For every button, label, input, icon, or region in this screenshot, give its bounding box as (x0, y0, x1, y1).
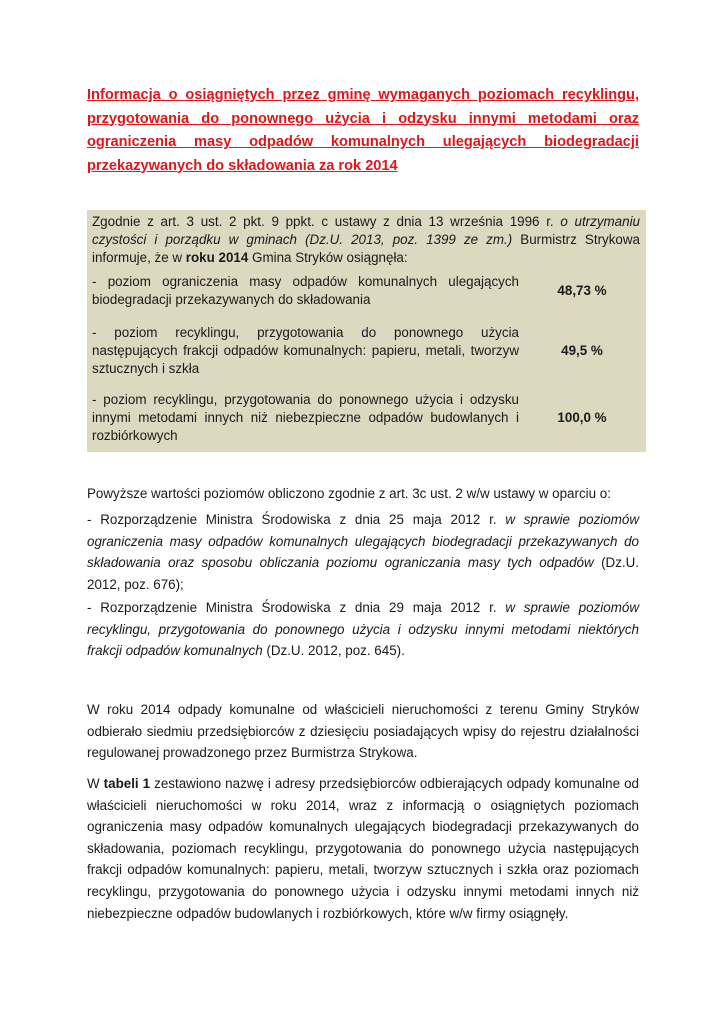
level-row (92, 324, 640, 378)
level-value: 100,0 % (557, 410, 607, 425)
table-ref-prefix: W (87, 776, 104, 791)
table-ref-bold: tabeli 1 (103, 776, 151, 791)
regulation-suffix: (Dz.U. 2012, poz. 645). (262, 643, 405, 659)
level-value: 49,5 % (561, 343, 603, 358)
document-title: Informacja o osiągniętych przez gminę wymaganych poziomach recyklingu, przygotowania do ponownego użycia i odzysku innymi metodami oraz ograniczenia masy odpadów komunalnych ulegających biodegradacji przekazywanych do składowania za rok 2014 (87, 87, 639, 174)
table-reference-paragraph (87, 773, 639, 924)
level-label: - poziom recyklingu, przygotowania do ponownego użycia następujących frakcji odpadów komunalnych: papieru, metali, tworzyw sztucznych i szkła (92, 325, 519, 376)
regulation-item (87, 509, 639, 595)
intro-year: roku 2014 (185, 250, 249, 265)
regulation-title: w sprawie poziomów recyklingu, przygotowania do ponownego użycia i odzysku innymi metodami niektórych frakcji odpadów komunalnych (87, 600, 639, 659)
regulation-suffix: (Dz.U. 2012, poz. 676); (87, 555, 640, 592)
basis-paragraph: Powyższe wartości poziomów obliczono zgodnie z art. 3c ust. 2 w/w ustawy w oparciu o: (87, 486, 611, 501)
regulation-item (87, 597, 639, 662)
level-row (92, 391, 640, 445)
level-row (92, 273, 640, 309)
table-ref-text: zestawiono nazwę i adresy przedsiębiorców odbierających odpady komunalne od właścicieli nieruchomości w roku 2014, wraz z informacją o osiągniętych poziomach ograniczenia masy odpadów komunalnych ulegających biodegradacji przekazywanych do składowania, poziomach recyklingu, przygotowania do ponownego użycia następujących frakcji odpadów komunalnych: papieru, metali, tworzyw sztucznych i szkła oraz poziomach recyklingu, przygotowania do ponownego użycia i odzysku innymi metodami innych niż niebezpieczne odpadów budowlanych i rozbiórkowych, które w/w firmy osiągnęły. (87, 776, 639, 921)
regulation-title: w sprawie poziomów ograniczenia masy odpadów komunalnych ulegających biodegradacji przekazywanych do składowania oraz sposobu obliczania poziomu ograniczania masy tych odpadów (87, 512, 639, 571)
regulation-prefix: - Rozporządzenie Ministra Środowiska z dnia 25 maja 2012 r. (87, 512, 506, 527)
regulation-prefix: - Rozporządzenie Ministra Środowiska z dnia 29 maja 2012 r. (87, 600, 506, 615)
level-value: 48,73 % (557, 283, 607, 298)
intro-text-3: Gmina Stryków osiągnęła: (248, 250, 408, 265)
results-intro (92, 213, 640, 267)
level-label: - poziom recyklingu, przygotowania do ponownego użycia i odzysku innymi metodami innych niż niebezpieczne odpadów budowlanych i rozbiórkowych (92, 392, 519, 443)
intro-text-1: Zgodnie z art. 3 ust. 2 pkt. 9 ppkt. c ustawy z dnia 13 września 1996 r. (92, 214, 561, 229)
collection-paragraph: W roku 2014 odpady komunalne od właścicieli nieruchomości z terenu Gminy Stryków odbierało siedmiu przedsiębiorców z dziesięciu posiadających wpisy do rejestru działalności regulowanej prowadzonego przez Burmistrza Strykowa. (87, 702, 639, 761)
act-title: o utrzymaniu czystości i porządku w gminach (Dz.U. 2013, poz. 1399 ze zm.) (92, 214, 641, 247)
intro-text-2: Burmistrz Strykowa informuje, że w (92, 232, 640, 265)
level-label: - poziom ograniczenia masy odpadów komunalnych ulegających biodegradacji przekazywanych do składowania (92, 274, 519, 307)
